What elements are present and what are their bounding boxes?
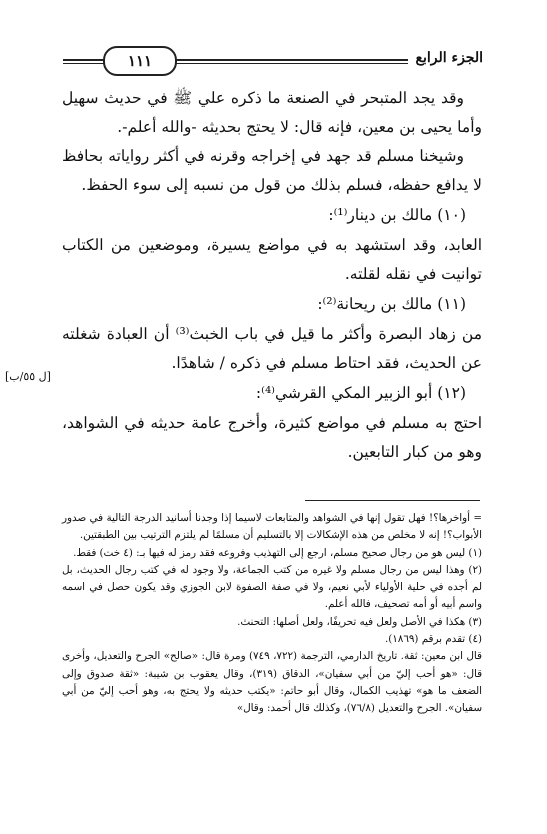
footnote-separator [305,500,480,501]
main-text [62,84,482,467]
footnote-continuation: = أواخرها؟! فهل تقول إنها في الشواهد والمتابعات لاسيما إذا وجدنا أسانيد الدرجة التالية في صدور الأبواب؟! إنه لا مخلص من هذه الإشكالات إلا بالتسليم أن مسلمًا لم يلتزم الترتيب بين الطبقتين. [62,512,482,542]
entry-heading-10: (١٠) مالك بن دينار⁽¹⁾: [328,206,466,224]
page-header [63,46,483,74]
footnote-2: (٢) وهذا ليس من رجال مسلم ولا غيره من كتب الجماعة، ولا وجود له في كتب رجال الحديث، بل لم أجده في حلية الأولياء لأبي نعيم، ولا في صفة الصفوة لابن الجوزي وقد يكون حصل في اسمه واسم أبيه أو أمه تصحيف، فالله أعلم. [62,563,482,611]
footnote-1: (١) ليس هو من رجال صحيح مسلم، ارجع إلى التهذيب وفروعه فقد رمز له فيها بـ: (٤ خت) فقط. [73,546,482,559]
footnote-4-detail: قال ابن معين: ثقة. تاريخ الدارمي، الترجمة (٧٢٢، ٧٤٩) ومرة قال: «صالح» الجرح والتعديل، وأخرى قال: «هو أحب إليّ من أبي سفيان»، الدقاق (٣١٩)، وقال يعقوب بن شيبة: «ثقة صدوق وإلى الضعف ما هو» تهذيب الكمال، وقال أبو حاتم: «يكتب حديثه ولا يحتج به، وهو أحب إليّ من أبي سفيان». الجرح والتعديل (٧٦/٨)، وكذلك قال أحمد: وقال» [62,650,483,715]
paragraph-4: من زهاد البصرة وأكثر ما قيل في باب الخبث⁽³⁾ أن العبادة شغلته عن الحديث، فقد احتاط مسلم في ذكره / شاهدًا. [62,325,482,372]
paragraph-1: وقد يجد المتبحر في الصنعة ما ذكره علي ﷺ في حديث سهيل وأما يحيى بن معين، فإنه قال: لا يحتج بحديثه -والله أعلم-. [62,89,482,136]
entry-heading-11: (١١) مالك بن ريحانة⁽²⁾: [317,295,466,313]
part-title: الجزء الرابع [408,46,484,72]
footnote-3: (٣) هكذا في الأصل ولعل فيه تحريفًا، ولعل أصلها: التحنث. [237,615,482,628]
entry-heading-12: (١٢) أبو الزبير المكي القرشي⁽⁴⁾: [255,384,466,402]
paragraph-2: وشيخنا مسلم قد جهد في إخراجه وقرنه في أكثر رواياته بحافظ لا يدافع حفظه، فسلم بذلك من قول من نسبه إلى سوء الحفظ. [62,147,482,194]
page-number-badge: ١١١ [103,46,177,76]
paragraph-3: العابد، وقد استشهد به في مواضع يسيرة، وموضعين من الكتاب توانيت في نقله لقلته. [62,236,482,283]
manuscript-folio-note: [ل ٥٥/ب] [5,370,51,383]
footnotes [62,510,482,718]
paragraph-5: احتج به مسلم في مواضع كثيرة، وأخرج عامة حديثه في الشواهد، وهو من كبار التابعين. [62,414,482,461]
footnote-4: (٤) تقدم برقم (١٨٦٩). [384,633,482,646]
